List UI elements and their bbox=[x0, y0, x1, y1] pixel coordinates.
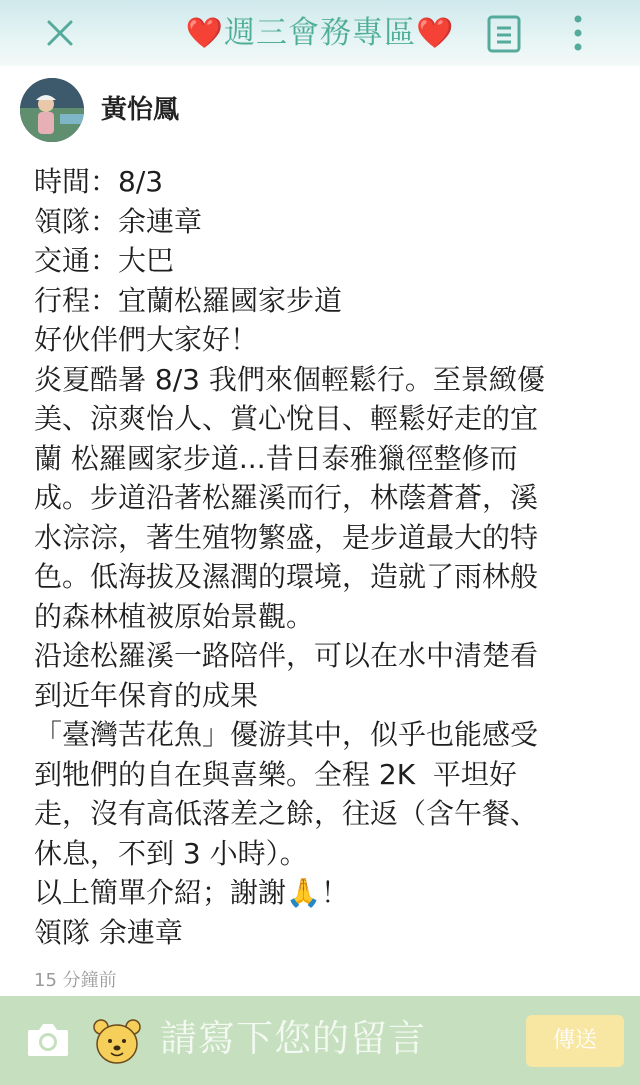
page-title bbox=[0, 14, 640, 53]
post-line: 水淙淙，著生殖物繁盛，是步道最大的特 bbox=[34, 520, 539, 554]
post-line: 成。步道沿著松羅溪而行，林蔭蒼蒼，溪 bbox=[34, 481, 539, 514]
post-line: 「臺灣苦花魚」優游其中，似乎也能感受 bbox=[34, 718, 539, 751]
bear-sticker-icon[interactable] bbox=[91, 1015, 143, 1067]
post-line: 到近年保育的成果 bbox=[34, 678, 259, 712]
post-signature: 領隊 余連章 bbox=[34, 915, 183, 949]
praying-hands-icon: 🙏 bbox=[286, 876, 321, 909]
post-line: 美、涼爽怡人、賞心悅目、輕鬆好走的宜 bbox=[34, 402, 539, 435]
comment-input[interactable]: 請寫下您的留言 bbox=[160, 1017, 426, 1060]
more-vertical-icon[interactable] bbox=[571, 14, 585, 52]
top-header bbox=[0, 0, 640, 66]
heart-icon: ❤️ bbox=[185, 16, 224, 51]
post-line: 時間：8/3 bbox=[34, 165, 164, 198]
post-line: 好伙伴們大家好！ bbox=[34, 323, 259, 356]
title-text: 週三會務專區 bbox=[224, 15, 416, 51]
post-line-thanks bbox=[34, 873, 614, 913]
post-line: 交通：大巴 bbox=[34, 244, 175, 277]
post-line: 沿途松羅溪一路陪伴，可以在水中清楚看 bbox=[34, 639, 539, 672]
comment-composer bbox=[0, 996, 640, 1085]
notes-icon[interactable] bbox=[487, 15, 521, 53]
camera-icon[interactable] bbox=[26, 1020, 70, 1058]
post-line: 走，沒有高低落差之餘，往返（含午餐、 bbox=[34, 797, 539, 830]
post-line: 行程：宜蘭松羅國家步道 bbox=[34, 283, 343, 317]
author-name[interactable]: 黃怡鳳 bbox=[101, 95, 180, 125]
avatar[interactable] bbox=[20, 78, 84, 142]
heart-icon: ❤️ bbox=[416, 16, 455, 51]
post-line: 色。低海拔及濕潤的環境，造就了雨林般 bbox=[34, 560, 539, 593]
post-line: 炎夏酷暑 8/3 我們來個輕鬆行。至景緻優 bbox=[34, 362, 545, 396]
post-body bbox=[34, 162, 614, 952]
post-line: 蘭 松羅國家步道...昔日泰雅獵徑整修而 bbox=[34, 441, 518, 475]
post-line: 到牠們的自在與喜樂。全程 2K 平坦好 bbox=[34, 757, 517, 791]
post-line: 休息，不到 3 小時）。 bbox=[34, 836, 308, 870]
post-line: 領隊：余連章 bbox=[34, 204, 203, 238]
send-button[interactable]: 傳送 bbox=[526, 1015, 624, 1067]
thanks-end: ！ bbox=[320, 876, 349, 909]
avatar-photo bbox=[20, 78, 84, 142]
post-line: 的森林植被原始景觀。 bbox=[34, 599, 315, 633]
thanks-text: 以上簡單介紹；謝謝 bbox=[34, 876, 287, 909]
post-timestamp: 15 分鐘前 bbox=[34, 970, 117, 991]
